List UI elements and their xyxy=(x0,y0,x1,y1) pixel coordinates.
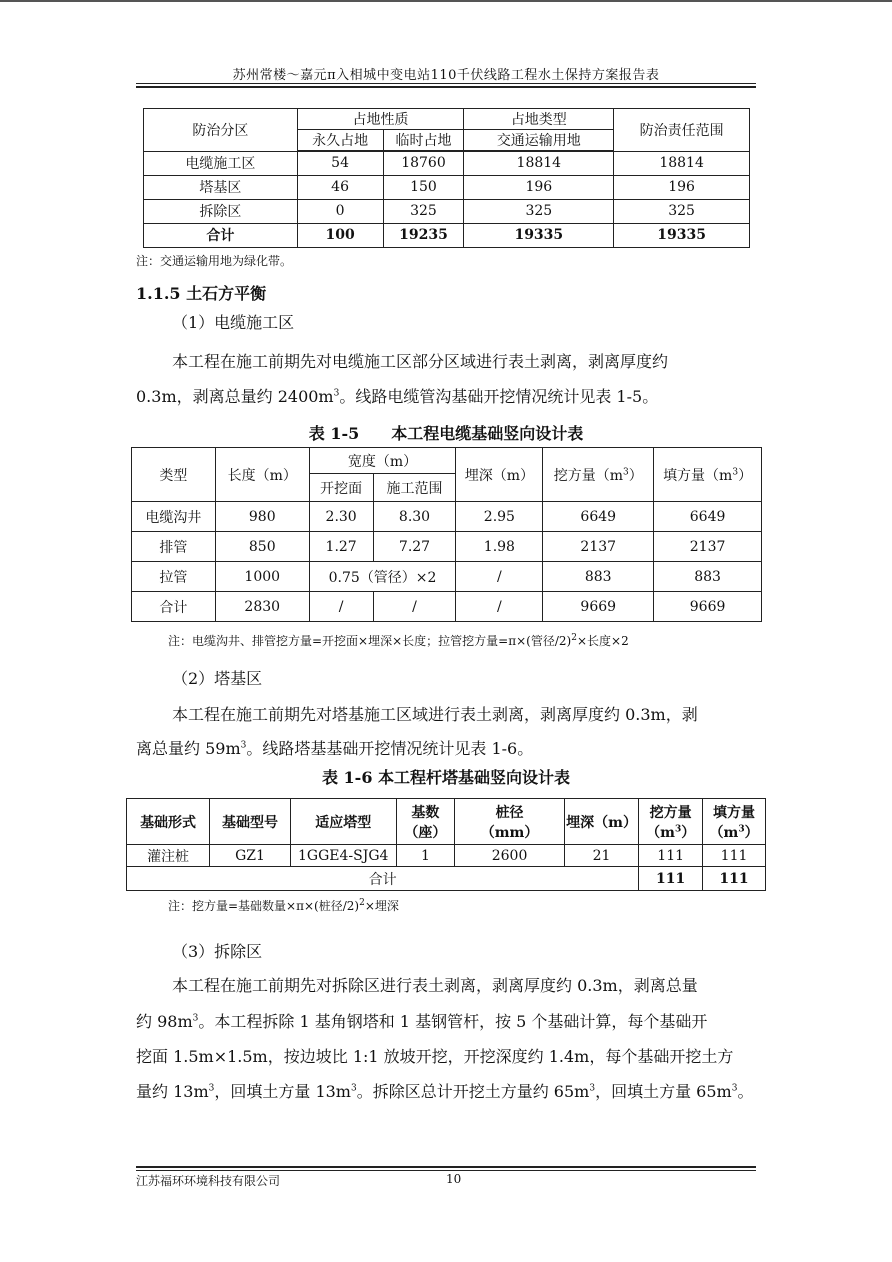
table-row xyxy=(132,532,762,562)
text-span: （m xyxy=(709,824,739,841)
table-cell: / xyxy=(456,562,543,592)
paragraph-line xyxy=(136,384,658,407)
table-total-row xyxy=(132,592,762,622)
table-cell: 电缆施工区 xyxy=(144,151,298,175)
th-dig-volume xyxy=(639,799,703,845)
superscript: 3 xyxy=(674,823,682,834)
subsection-title-demolition: （3）拆除区 xyxy=(172,942,263,961)
th-tower-type: 适应塔型 xyxy=(290,799,396,845)
table-cell: 7.27 xyxy=(373,532,456,562)
table-cell: 19235 xyxy=(383,223,464,247)
cable-foundation-table xyxy=(131,447,762,622)
text-span: 桩径 xyxy=(495,804,524,821)
text-span: 基数 xyxy=(411,804,440,821)
text-span: （mm） xyxy=(480,824,539,841)
table-cell: GZ1 xyxy=(210,845,291,867)
paragraph-line: 本工程在施工前期先对塔基施工区域进行表土剥离，剥离厚度约 0.3m，剥 xyxy=(172,705,698,724)
th-land-nature: 占地性质 xyxy=(297,109,464,130)
text-span: 。线路电缆管沟基础开挖情况统计见表 1-5。 xyxy=(339,387,659,406)
table-cell: 19335 xyxy=(614,223,750,247)
text-span: 量约 13m xyxy=(136,1082,209,1101)
text-span: 离总量约 59m xyxy=(136,739,241,758)
table-cell: 196 xyxy=(614,175,750,199)
table-cell: 8.30 xyxy=(373,502,456,532)
table-caption: 表 1-5 本工程电缆基础竖向设计表 xyxy=(308,424,584,443)
superscript: 3 xyxy=(623,466,629,477)
text-span: ） xyxy=(738,467,753,484)
table-cell: 2.95 xyxy=(456,502,543,532)
text-span: 挖方量 xyxy=(649,804,692,821)
table-cell: 0 xyxy=(297,199,383,223)
superscript: 3 xyxy=(589,1083,596,1094)
page-header: 苏州常楼～嘉元π入相城中变电站110千伏线路工程水土保持方案报告表 xyxy=(232,68,660,83)
text-span: （m xyxy=(646,824,675,841)
text-span: 。本工程拆除 1 基角钢塔和 1 基钢管杆，按 5 个基础计算，每个基础开 xyxy=(198,1012,708,1031)
table-cell: 111 xyxy=(703,845,766,867)
th-zone: 防治分区 xyxy=(144,109,298,152)
table-total-row xyxy=(144,223,750,247)
th-fill-volume xyxy=(654,448,762,502)
land-occupation-table xyxy=(143,108,750,248)
table-cell: 21 xyxy=(564,845,638,867)
table-cell: 980 xyxy=(215,502,309,532)
text-span: 0.3m，剥离总量约 2400m xyxy=(136,387,334,406)
text-span: ） xyxy=(744,824,759,841)
th-depth: 埋深（m） xyxy=(564,799,638,845)
superscript: 3 xyxy=(731,1083,738,1094)
superscript: 3 xyxy=(240,740,247,751)
table-row xyxy=(144,151,750,175)
th-scope: 防治责任范围 xyxy=(614,109,750,152)
table-cell: 排管 xyxy=(132,532,216,562)
th-transport: 交通运输用地 xyxy=(464,130,614,152)
table3-note xyxy=(168,897,399,914)
page-number: 10 xyxy=(446,1172,462,1186)
th-dig-volume xyxy=(543,448,654,502)
superscript: 3 xyxy=(732,466,739,477)
th-permanent: 永久占地 xyxy=(297,130,383,152)
table2-note xyxy=(168,632,629,649)
table-cell: 883 xyxy=(543,562,654,592)
text-span: 。线路塔基基础开挖情况统计见表 1-6。 xyxy=(246,739,534,758)
table-row xyxy=(127,845,766,867)
th-fill-volume xyxy=(703,799,766,845)
table-cell: 18814 xyxy=(464,151,614,175)
text-span: ×长度×2 xyxy=(576,634,629,648)
text-span: ，回填土方量 65m xyxy=(595,1082,732,1101)
table-cell: 100 xyxy=(297,223,383,247)
text-span: 填方量（m xyxy=(663,467,733,484)
text-span: ，回填土方量 13m xyxy=(214,1082,351,1101)
th-type: 类型 xyxy=(132,448,216,502)
table-cell: 1.98 xyxy=(456,532,543,562)
table-cell: 6649 xyxy=(543,502,654,532)
text-span: 。 xyxy=(737,1082,754,1101)
table-cell: 18814 xyxy=(614,151,750,175)
table-cell: 325 xyxy=(383,199,464,223)
text-span: （座） xyxy=(404,824,447,841)
th-length: 长度（m） xyxy=(215,448,309,502)
text-span: ） xyxy=(628,467,643,484)
text-span: 。拆除区总计开挖土方量约 65m xyxy=(356,1082,590,1101)
table-cell: 18760 xyxy=(383,151,464,175)
subsection-title-tower: （2）塔基区 xyxy=(172,669,263,688)
table-cell: 拆除区 xyxy=(144,199,298,223)
footer-rule xyxy=(136,1170,756,1171)
table-cell: 150 xyxy=(383,175,464,199)
paragraph-line xyxy=(136,736,533,759)
table-cell: 1000 xyxy=(215,562,309,592)
table-cell: 2830 xyxy=(215,592,309,622)
superscript: 3 xyxy=(333,388,340,399)
text-span: 注：挖方量=基础数量×π×(桩径/2) xyxy=(168,899,360,913)
table-cell: 合计 xyxy=(132,592,216,622)
table-cell: / xyxy=(373,592,456,622)
table-cell: 325 xyxy=(464,199,614,223)
table-cell: 111 xyxy=(639,845,703,867)
table-cell: 2137 xyxy=(543,532,654,562)
th-count xyxy=(396,799,455,845)
table-cell: 电缆沟井 xyxy=(132,502,216,532)
paragraph-line: 本工程在施工前期先对拆除区进行表土剥离，剥离厚度约 0.3m，剥离总量 xyxy=(172,976,698,995)
th-form: 基础形式 xyxy=(127,799,210,845)
table-cell: 883 xyxy=(654,562,762,592)
table-cell: 2600 xyxy=(455,845,565,867)
table-cell: 0.75（管径）×2 xyxy=(309,562,456,592)
table1-note: 注：交通运输用地为绿化带。 xyxy=(136,254,293,268)
paragraph-line: 挖面 1.5m×1.5m，按边坡比 1:1 放坡开挖，开挖深度约 1.4m，每个基础开挖土方 xyxy=(136,1047,734,1066)
top-border xyxy=(0,0,892,2)
table-cell: 46 xyxy=(297,175,383,199)
table-cell: 1GGE4-SJG4 xyxy=(290,845,396,867)
table-cell: 灌注桩 xyxy=(127,845,210,867)
header-rule xyxy=(136,83,756,84)
table-row xyxy=(144,199,750,223)
header-rule-thick xyxy=(136,86,756,88)
superscript: 3 xyxy=(738,823,745,834)
text-span: 注：电缆沟井、排管挖方量=开挖面×埋深×长度；拉管挖方量=π×(管径/2) xyxy=(168,634,572,648)
th-pile-diameter xyxy=(455,799,565,845)
text-span: 填方量 xyxy=(713,804,756,821)
table-cell: 拉管 xyxy=(132,562,216,592)
footer-rule-thick xyxy=(136,1166,756,1168)
text-span: 挖方量（m xyxy=(553,467,623,484)
table-cell: 塔基区 xyxy=(144,175,298,199)
superscript: 2 xyxy=(571,633,577,643)
table-cell: 54 xyxy=(297,151,383,175)
th-temporary: 临时占地 xyxy=(383,130,464,152)
text-span: ） xyxy=(681,824,696,841)
table-row xyxy=(132,502,762,532)
section-heading: 1.1.5 土石方平衡 xyxy=(136,284,267,303)
text-span: ×埋深 xyxy=(364,899,399,913)
table-cell: 850 xyxy=(215,532,309,562)
paragraph-line xyxy=(136,1009,707,1032)
table-cell: / xyxy=(456,592,543,622)
tower-foundation-table xyxy=(126,798,766,891)
table-cell: 6649 xyxy=(654,502,762,532)
th-land-type: 占地类型 xyxy=(464,109,614,130)
table-cell: 196 xyxy=(464,175,614,199)
superscript: 2 xyxy=(359,898,365,908)
table-row xyxy=(144,175,750,199)
table-cell: 111 xyxy=(639,867,703,891)
paragraph-line: 本工程在施工前期先对电缆施工区部分区域进行表土剥离，剥离厚度约 xyxy=(172,352,669,371)
table-cell: 合计 xyxy=(144,223,298,247)
table-cell: 9669 xyxy=(543,592,654,622)
table-cell: 111 xyxy=(703,867,766,891)
table-cell: 合计 xyxy=(127,867,639,891)
table-cell: 2137 xyxy=(654,532,762,562)
superscript: 3 xyxy=(192,1013,199,1024)
table-cell: 19335 xyxy=(464,223,614,247)
table-cell: 325 xyxy=(614,199,750,223)
th-depth: 埋深（m） xyxy=(456,448,543,502)
subsection-title-cable: （1）电缆施工区 xyxy=(172,313,295,332)
paragraph-line xyxy=(136,1079,753,1102)
table-cell: 1 xyxy=(396,845,455,867)
table-total-row xyxy=(127,867,766,891)
th-width: 宽度（m） xyxy=(309,448,456,474)
table-caption: 表 1-6 本工程杆塔基础竖向设计表 xyxy=(321,768,571,787)
th-construction-range: 施工范围 xyxy=(373,474,456,502)
table-cell: 2.30 xyxy=(309,502,373,532)
footer-company: 江苏福环环境科技有限公司 xyxy=(136,1174,281,1188)
table-row xyxy=(132,562,762,592)
th-model: 基础型号 xyxy=(210,799,291,845)
table-cell: / xyxy=(309,592,373,622)
table-cell: 9669 xyxy=(654,592,762,622)
table-cell: 1.27 xyxy=(309,532,373,562)
superscript: 3 xyxy=(350,1083,357,1094)
th-open-face: 开挖面 xyxy=(309,474,373,502)
superscript: 3 xyxy=(208,1083,215,1094)
text-span: 约 98m xyxy=(136,1012,193,1031)
